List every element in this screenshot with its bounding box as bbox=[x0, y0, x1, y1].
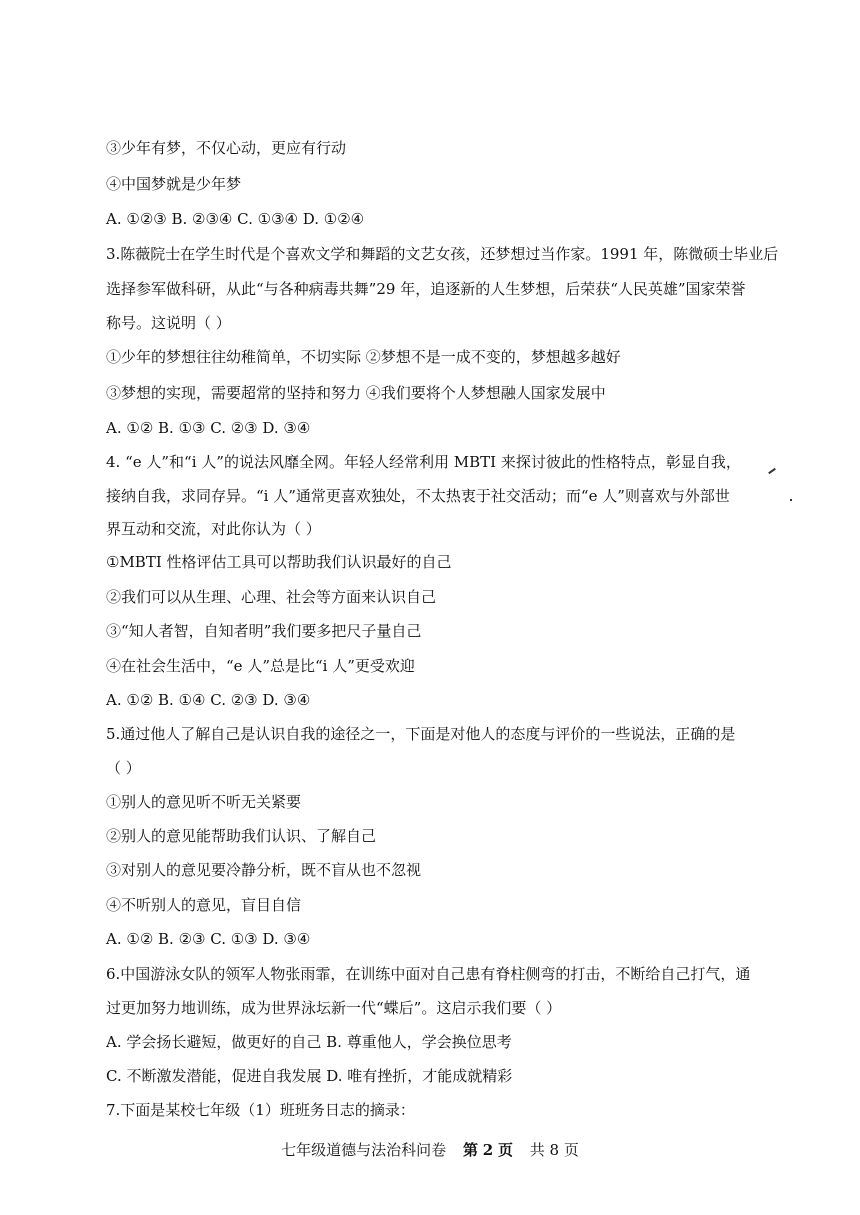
question-text-line: ②我们可以从生理、心理、社会等方面来认识自己 bbox=[106, 588, 437, 606]
question-text-line: ③少年有梦，不仅心动，更应有行动 bbox=[106, 139, 347, 157]
answer-options: A. ①②③ B. ②③④ C. ①③④ D. ①②④ bbox=[106, 210, 365, 228]
question-text-line: ③“知人者智，自知者明”我们要多把尺子量自己 bbox=[106, 622, 422, 640]
question-6-stem: 6.中国游泳女队的领军人物张雨霏，在训练中面对自己患有脊柱侧弯的打击，不断给自己打气，通 bbox=[106, 965, 751, 983]
footer-page-number: 第 2 页 bbox=[462, 1141, 513, 1159]
question-text-line: ④中国梦就是少年梦 bbox=[106, 175, 242, 193]
question-text-line: ①MBTI 性格评估工具可以帮助我们认识最好的自己 bbox=[106, 553, 452, 571]
question-text-line: 选择参军做科研，从此“与各种病毒共舞”29 年，追逐新的人生梦想，后荣获“人民英雄”国家荣誉 bbox=[106, 280, 746, 298]
answer-options: A. ①② B. ②③ C. ①③ D. ③④ bbox=[106, 930, 311, 948]
question-5-stem: 5.通过他人了解自己是认识自我的途径之一，下面是对他人的态度与评价的一些说法，正确的是 bbox=[106, 725, 736, 743]
question-text-line: （ ） bbox=[106, 759, 141, 777]
question-text-line: ①少年的梦想往往幼稚简单，不切实际 ②梦想不是一成不变的，梦想越多越好 bbox=[106, 348, 621, 366]
question-text-line: 接纳自我，求同存异。“i 人”通常更喜欢独处，不太热衷于社交活动；而“e 人”则喜欢与外部世 bbox=[106, 487, 730, 505]
question-3-stem: 3.陈薇院士在学生时代是个喜欢文学和舞蹈的文艺女孩，还梦想过当作家。1991 年，陈微硕士毕业后 bbox=[106, 245, 779, 263]
answer-options: A. 学会扬长避短，做更好的自己 B. 尊重他人，学会换位思考 bbox=[106, 1033, 512, 1051]
question-text-line: 界互动和交流，对此你认为（ ） bbox=[106, 520, 321, 538]
answer-options: A. ①② B. ①③ C. ②③ D. ③④ bbox=[106, 419, 311, 437]
question-text-line: ①别人的意见听不听无关紧要 bbox=[106, 793, 302, 811]
question-text-line: ③对别人的意见要冷静分析，既不盲从也不忽视 bbox=[106, 861, 422, 879]
footer-subject: 七年级道德与法治科问卷 bbox=[281, 1141, 447, 1159]
question-7-stem: 7.下面是某校七年级（1）班班务日志的摘录： bbox=[106, 1101, 415, 1119]
question-text-line: 称号。这说明（ ） bbox=[106, 314, 231, 332]
page-footer bbox=[0, 1139, 860, 1160]
stray-dot bbox=[790, 499, 792, 501]
question-4-stem: 4. “e 人”和“i 人”的说法风靡全网。年轻人经常利用 MBTI 来探讨彼此的性格特点，彰显自我， bbox=[106, 453, 741, 471]
answer-options: A. ①② B. ①④ C. ②③ D. ③④ bbox=[106, 691, 311, 709]
stray-pen-mark bbox=[768, 468, 776, 474]
question-text-line: 过更加努力地训练，成为世界泳坛新一代“蝶后”。这启示我们要（ ） bbox=[106, 999, 562, 1017]
footer-total-pages: 共 8 页 bbox=[529, 1141, 579, 1159]
answer-options: C. 不断激发潜能，促进自我发展 D. 唯有挫折，才能成就精彩 bbox=[106, 1067, 513, 1085]
question-text-line: ②别人的意见能帮助我们认识、了解自己 bbox=[106, 827, 377, 845]
question-text-line: ③梦想的实现，需要超常的坚持和努力 ④我们要将个人梦想融人国家发展中 bbox=[106, 384, 606, 402]
question-text-line: ④在社会生活中，“e 人”总是比“i 人”更受欢迎 bbox=[106, 657, 415, 675]
question-text-line: ④不听别人的意见，盲目自信 bbox=[106, 896, 302, 914]
